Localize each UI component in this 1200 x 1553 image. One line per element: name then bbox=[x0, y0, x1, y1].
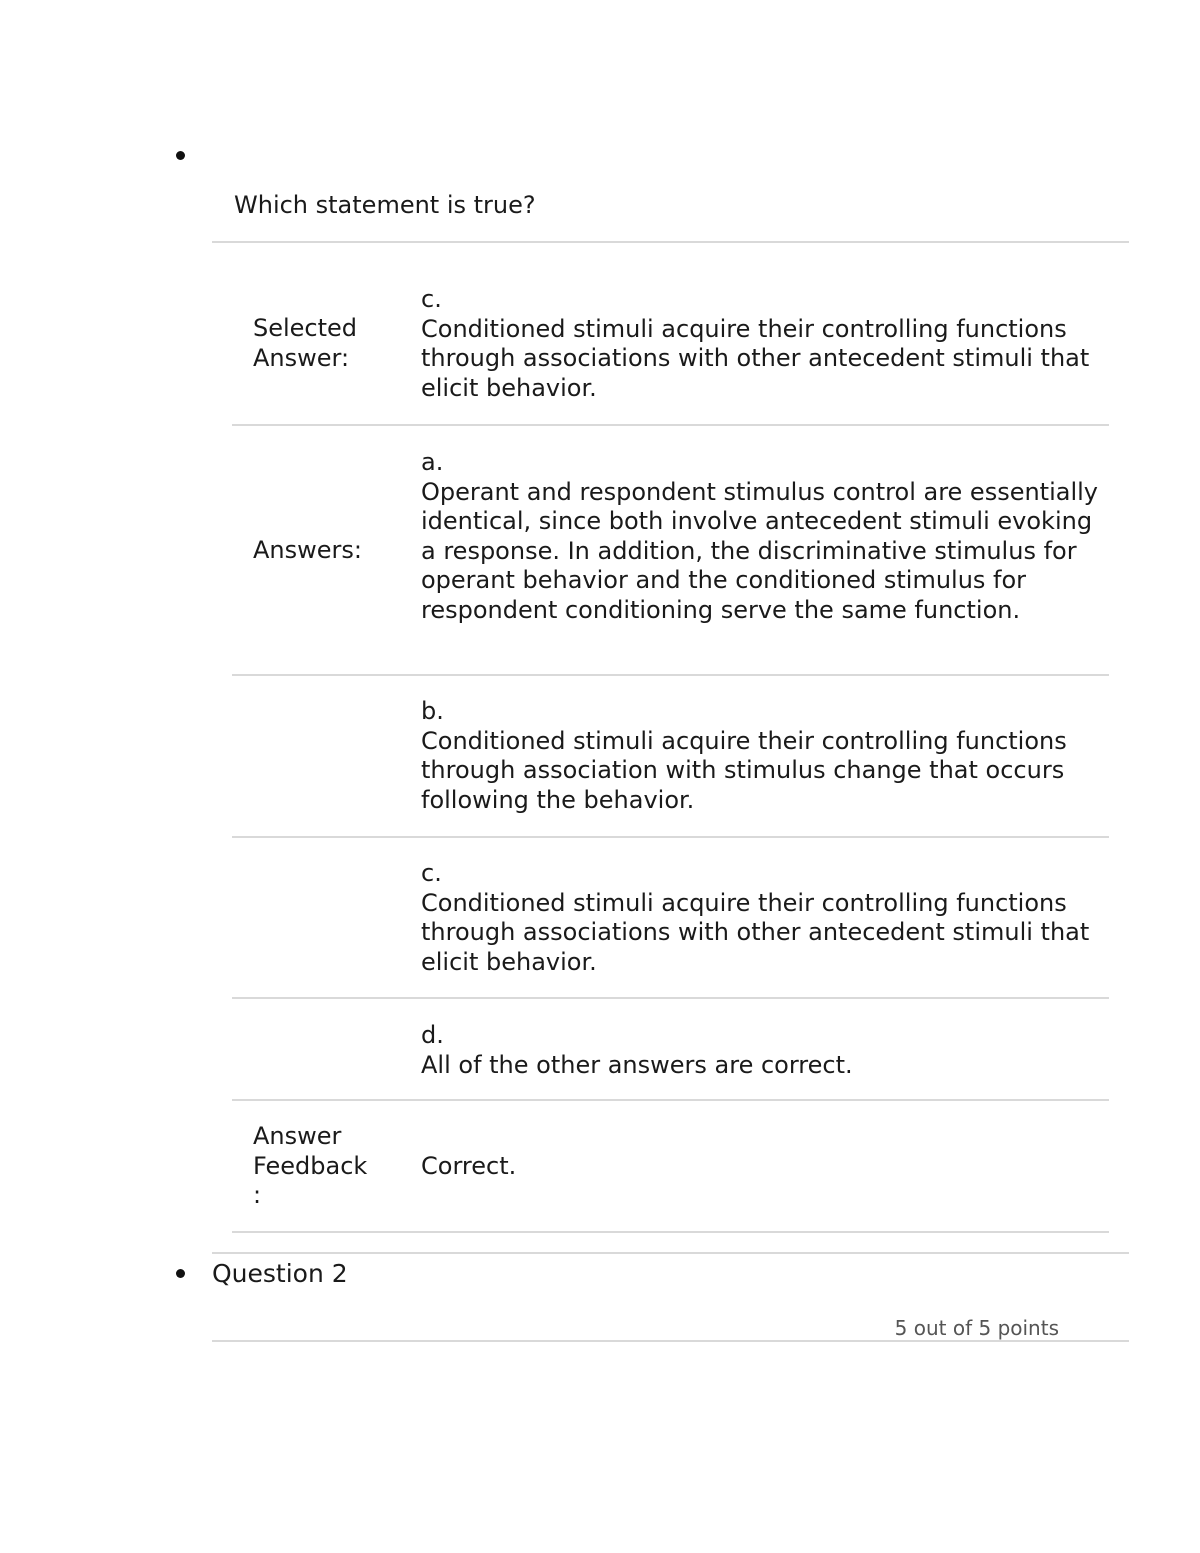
question-points: 5 out of 5 points bbox=[894, 1316, 1059, 1340]
row-divider bbox=[232, 1231, 1109, 1233]
answer-option-c bbox=[421, 859, 1101, 977]
answer-letter: c. bbox=[421, 859, 442, 887]
selected-answer-letter: c. bbox=[421, 285, 442, 313]
row-divider bbox=[232, 424, 1109, 426]
answers-label: Answers: bbox=[253, 536, 362, 564]
list-bullet bbox=[176, 151, 185, 160]
divider bbox=[212, 1252, 1129, 1254]
answer-option-d bbox=[421, 1021, 1101, 1080]
row-divider bbox=[232, 674, 1109, 676]
answer-text: Conditioned stimuli acquire their controlling functions through associations with other antecedent stimuli that elicit behavior. bbox=[421, 888, 1090, 976]
row-divider bbox=[232, 997, 1109, 999]
row-divider bbox=[232, 1099, 1109, 1101]
divider bbox=[212, 1340, 1129, 1342]
answer-text: Operant and respondent stimulus control are essentially identical, since both involve antecedent stimuli evoking a response. In addition, the discriminative stimulus for operant behavior and the conditioned stimulus for respondent conditioning serve the same function. bbox=[421, 477, 1099, 624]
answer-text: Conditioned stimuli acquire their controlling functions through association with stimulus change that occurs following the behavior. bbox=[421, 726, 1067, 814]
answer-feedback: Correct. bbox=[421, 1152, 517, 1180]
answer-letter: b. bbox=[421, 697, 444, 725]
selected-answer-label: Selected Answer: bbox=[253, 314, 358, 372]
answer-feedback-label: Answer Feedback : bbox=[253, 1122, 368, 1209]
answer-letter: d. bbox=[421, 1021, 444, 1049]
question-title: Question 2 bbox=[212, 1259, 348, 1288]
answer-letter: a. bbox=[421, 448, 444, 476]
answer-option-b bbox=[421, 697, 1101, 815]
question-prompt: Which statement is true? bbox=[234, 191, 536, 219]
row-divider bbox=[232, 836, 1109, 838]
answer-option-a bbox=[421, 448, 1101, 625]
answer-text: All of the other answers are correct. bbox=[421, 1050, 853, 1079]
selected-answer-text: Conditioned stimuli acquire their controlling functions through associations with other antecedent stimuli that elicit behavior. bbox=[421, 314, 1090, 402]
list-bullet bbox=[176, 1269, 185, 1278]
selected-answer bbox=[421, 285, 1101, 403]
divider bbox=[212, 241, 1129, 243]
